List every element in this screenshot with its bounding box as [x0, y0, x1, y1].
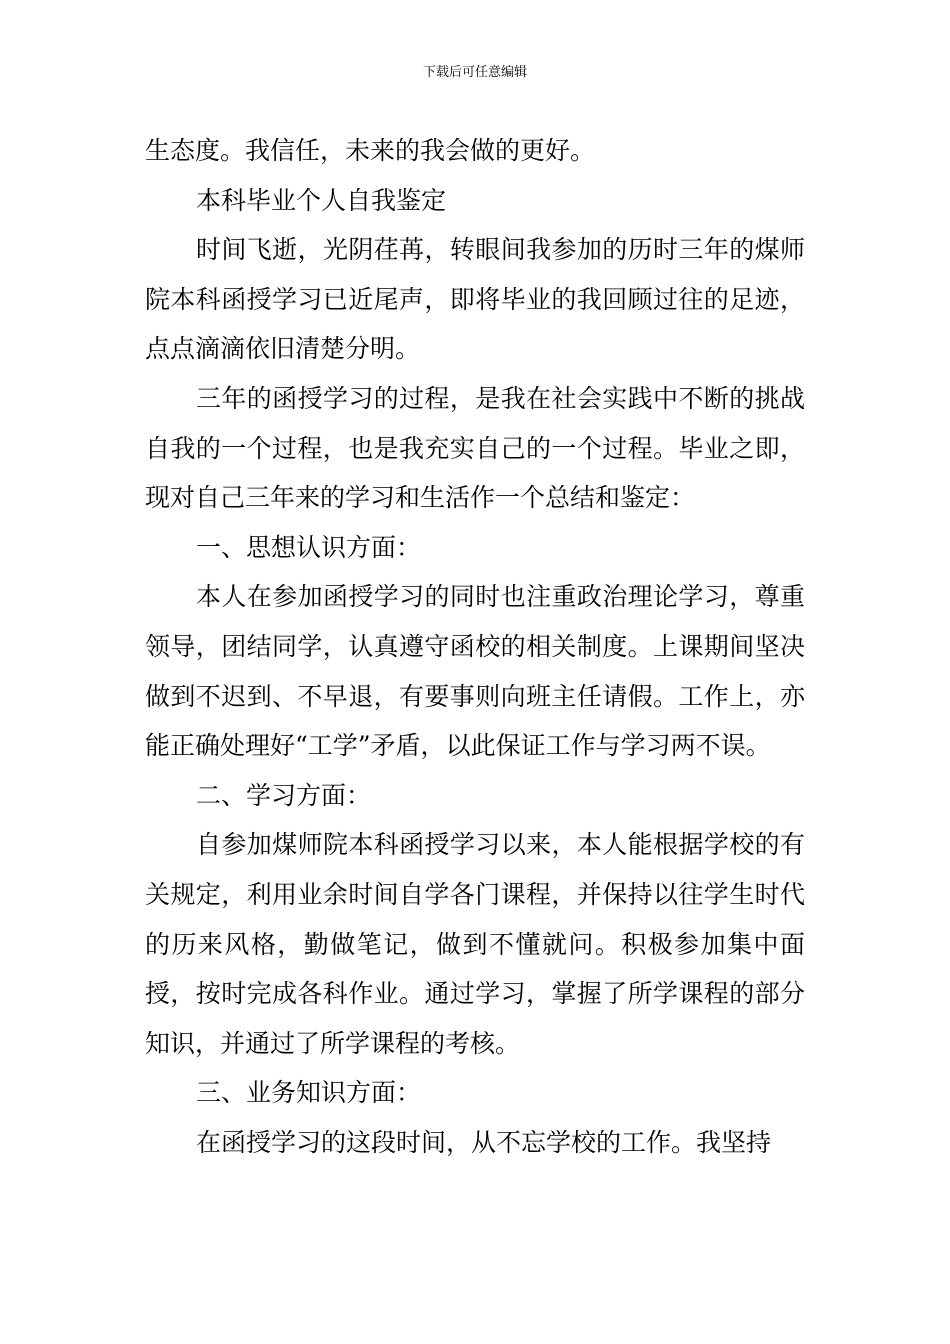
page-header: 下载后可任意编辑	[422, 65, 527, 80]
paragraph-ideology: 本人在参加函授学习的同时也注重政治理论学习，尊重领导，团结同学，认真遵守函校的相关制度。上课期间坚决做到不迟到、不早退，有要事则向班主任请假。工作上，亦能正确处理好“工学”矛盾，以此保证工作与学习两不误。	[145, 582, 805, 761]
paragraph-continuation: 生态度。我信任，未来的我会做的更好。	[145, 136, 596, 165]
heading-ideology: 一、思想认识方面：	[196, 532, 422, 562]
paragraph-summary: 三年的函授学习的过程，是我在社会实践中不断的挑战自我的一个过程，也是我充实自己的一个过程。毕业之即，现对自己三年来的学习和生活作一个总结和鉴定：	[145, 383, 805, 513]
paragraph-intro: 时间飞逝，光阴荏苒，转眼间我参加的历时三年的煤师院本科函授学习已近尾声，即将毕业的我回顾过往的足迹，点点滴滴依旧清楚分明。	[145, 235, 805, 364]
paragraph-study: 自参加煤师院本科函授学习以来，本人能根据学校的有关规定，利用业余时间自学各门课程，并保持以往学生时代的历来风格，勤做笔记，做到不懂就问。积极参加集中面授，按时完成各科作业。通过学习，掌握了所学课程的部分知识，并通过了所学课程的考核。	[145, 830, 805, 1058]
paragraph-business: 在函授学习的这段时间，从不忘学校的工作。我坚持	[196, 1127, 772, 1157]
heading-business: 三、业务知识方面：	[196, 1078, 422, 1108]
heading-study: 二、学习方面：	[196, 780, 372, 810]
section-title: 本科毕业个人自我鉴定	[196, 185, 447, 215]
document-body	[145, 126, 805, 1167]
